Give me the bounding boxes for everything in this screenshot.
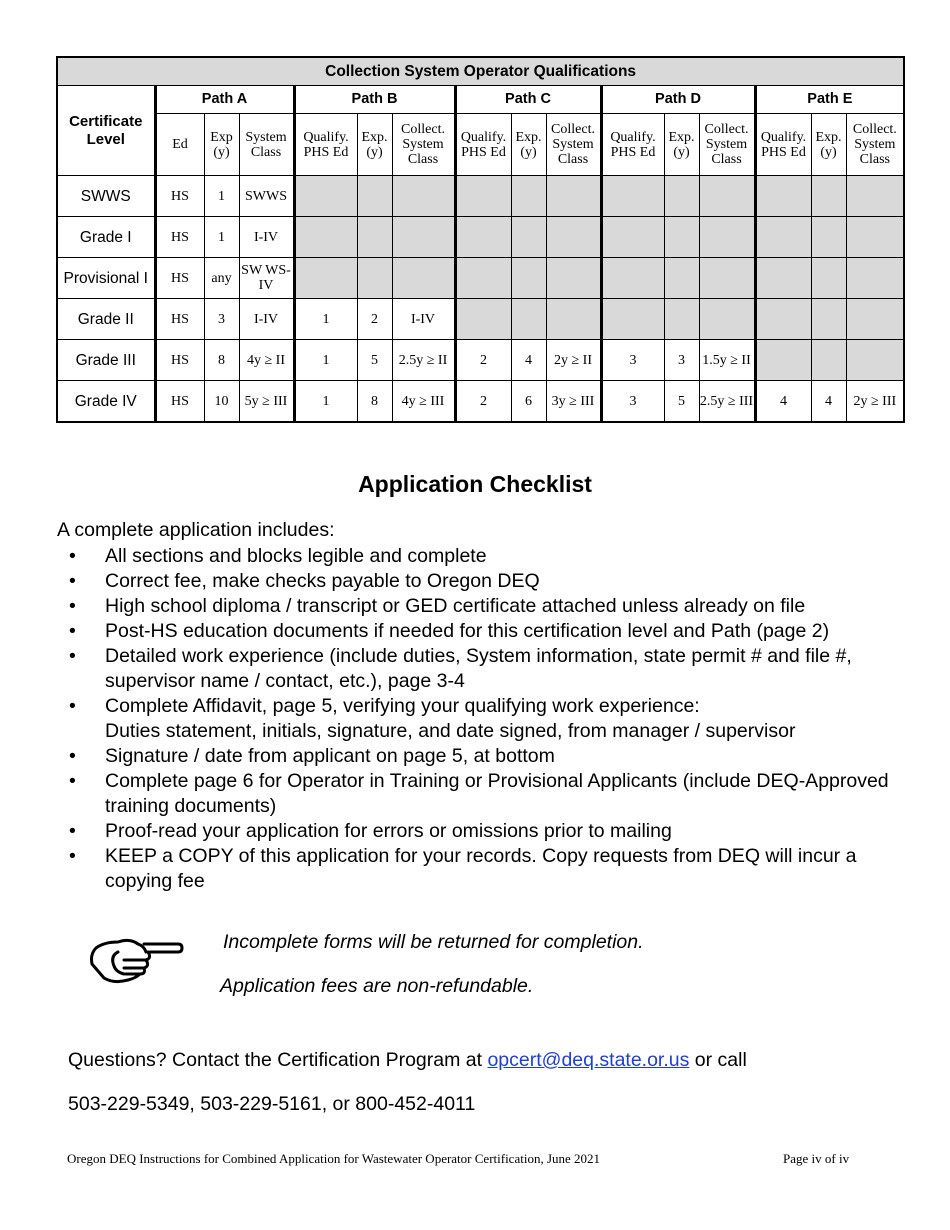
- path-b-value-cell: 2.5y ≥ II: [392, 340, 455, 381]
- empty-cell: [811, 340, 846, 381]
- empty-cell: [811, 299, 846, 340]
- empty-cell: [811, 217, 846, 258]
- contact-line: [68, 1049, 747, 1072]
- bullet-icon: •: [69, 820, 76, 842]
- checklist-item: [57, 769, 907, 819]
- empty-cell: [755, 299, 811, 340]
- path-a-value-cell: HS: [155, 299, 204, 340]
- empty-cell: [664, 176, 699, 217]
- empty-cell: [511, 217, 546, 258]
- empty-cell: [755, 340, 811, 381]
- path-a-value-cell: 3: [204, 299, 239, 340]
- empty-cell: [294, 217, 357, 258]
- path-e-value-cell: 4: [811, 381, 846, 423]
- path-a-value-cell: 1: [204, 217, 239, 258]
- path-a-value-cell: HS: [155, 176, 204, 217]
- empty-cell: [755, 258, 811, 299]
- path-a-value-cell: 4y ≥ II: [239, 340, 294, 381]
- path-a-value-cell: SWWS: [239, 176, 294, 217]
- table-title: Collection System Operator Qualifications: [57, 57, 904, 86]
- path-c-col-header: Collect. System Class: [546, 114, 601, 176]
- bullet-icon: •: [69, 595, 76, 617]
- empty-cell: [511, 258, 546, 299]
- empty-cell: [455, 176, 511, 217]
- certificate-level-cell: SWWS: [57, 176, 155, 217]
- column-subheader-row: [57, 114, 904, 176]
- contact-suffix: or call: [689, 1049, 747, 1071]
- checklist-item: [57, 819, 907, 844]
- empty-cell: [357, 258, 392, 299]
- path-a-col-header: Exp (y): [204, 114, 239, 176]
- path-b-col-header: Exp. (y): [357, 114, 392, 176]
- checklist-item-text: High school diploma / transcript or GED certificate attached unless already on file: [105, 595, 806, 617]
- empty-cell: [455, 258, 511, 299]
- path-a-value-cell: HS: [155, 258, 204, 299]
- path-e-value-cell: 4: [755, 381, 811, 423]
- empty-cell: [357, 217, 392, 258]
- empty-cell: [699, 176, 755, 217]
- bullet-icon: •: [69, 845, 76, 867]
- path-b-col-header: Collect. System Class: [392, 114, 455, 176]
- empty-cell: [755, 176, 811, 217]
- certificate-level-cell: Grade I: [57, 217, 155, 258]
- path-c-header: Path C: [455, 86, 601, 114]
- bullet-icon: •: [69, 645, 76, 667]
- checklist-item: [57, 544, 907, 569]
- empty-cell: [546, 217, 601, 258]
- empty-cell: [455, 217, 511, 258]
- path-a-value-cell: HS: [155, 340, 204, 381]
- empty-cell: [846, 299, 904, 340]
- path-b-header: Path B: [294, 86, 455, 114]
- empty-cell: [601, 176, 664, 217]
- checklist-item-text: All sections and blocks legible and complete: [105, 545, 487, 567]
- path-c-value-cell: 4: [511, 340, 546, 381]
- path-a-value-cell: 5y ≥ III: [239, 381, 294, 423]
- checklist-item-text: Proof-read your application for errors or omissions prior to mailing: [105, 820, 672, 842]
- checklist-item-text: Complete page 6 for Operator in Training or Provisional Applicants (include DEQ-Approved training documents): [105, 770, 889, 817]
- pointing-hand-icon: [88, 934, 184, 986]
- table-row: [57, 176, 904, 217]
- path-a-col-header: System Class: [239, 114, 294, 176]
- path-c-col-header: Qualify. PHS Ed: [455, 114, 511, 176]
- empty-cell: [455, 299, 511, 340]
- checklist-item-text: Complete Affidavit, page 5, verifying your qualifying work experience: Duties statement, initials, signature, and date signed, from manager / supervisor: [105, 695, 796, 742]
- bullet-icon: •: [69, 695, 76, 717]
- empty-cell: [546, 176, 601, 217]
- certificate-level-cell: Grade III: [57, 340, 155, 381]
- empty-cell: [357, 176, 392, 217]
- path-b-value-cell: I-IV: [392, 299, 455, 340]
- path-d-value-cell: 1.5y ≥ II: [699, 340, 755, 381]
- path-d-col-header: Qualify. PHS Ed: [601, 114, 664, 176]
- empty-cell: [846, 176, 904, 217]
- contact-prefix: Questions? Contact the Certification Program at: [68, 1049, 488, 1071]
- bullet-icon: •: [69, 745, 76, 767]
- path-a-header: Path A: [155, 86, 294, 114]
- path-a-value-cell: HS: [155, 217, 204, 258]
- incomplete-forms-notice: Incomplete forms will be returned for completion.: [223, 931, 644, 953]
- checklist-item: [57, 569, 907, 594]
- path-a-value-cell: 8: [204, 340, 239, 381]
- footer-document-title: Oregon DEQ Instructions for Combined Application for Wastewater Operator Certification, June 2021: [67, 1151, 601, 1166]
- checklist-item: [57, 594, 907, 619]
- empty-cell: [664, 258, 699, 299]
- empty-cell: [811, 176, 846, 217]
- path-b-value-cell: 1: [294, 340, 357, 381]
- empty-cell: [846, 217, 904, 258]
- table-row: [57, 340, 904, 381]
- path-d-value-cell: 2.5y ≥ III: [699, 381, 755, 423]
- empty-cell: [546, 299, 601, 340]
- path-d-value-cell: 3: [664, 340, 699, 381]
- path-a-value-cell: SW WS-IV: [239, 258, 294, 299]
- table-row: [57, 217, 904, 258]
- checklist-item: [57, 744, 907, 769]
- checklist-item: [57, 619, 907, 644]
- empty-cell: [392, 217, 455, 258]
- checklist-item-text: Signature / date from applicant on page 5, at bottom: [105, 745, 555, 767]
- path-b-value-cell: 1: [294, 299, 357, 340]
- path-e-col-header: Exp. (y): [811, 114, 846, 176]
- path-d-header: Path D: [601, 86, 755, 114]
- path-b-value-cell: 1: [294, 381, 357, 423]
- certificate-level-cell: Grade II: [57, 299, 155, 340]
- bullet-icon: •: [69, 620, 76, 642]
- path-c-col-header: Exp. (y): [511, 114, 546, 176]
- checklist-item: [57, 844, 907, 894]
- empty-cell: [294, 258, 357, 299]
- path-a-value-cell: any: [204, 258, 239, 299]
- path-d-value-cell: 3: [601, 381, 664, 423]
- empty-cell: [601, 217, 664, 258]
- checklist-item-text: KEEP a COPY of this application for your records. Copy requests from DEQ will incur a copying fee: [105, 845, 857, 892]
- empty-cell: [511, 299, 546, 340]
- empty-cell: [511, 176, 546, 217]
- fees-notice: Application fees are non-refundable.: [220, 975, 534, 997]
- path-e-header: Path E: [755, 86, 904, 114]
- empty-cell: [699, 258, 755, 299]
- table-row: [57, 258, 904, 299]
- empty-cell: [392, 258, 455, 299]
- empty-cell: [664, 217, 699, 258]
- checklist-item-text: Detailed work experience (include duties, System information, state permit # and file #, supervisor name / contact, etc.), page 3-4: [105, 645, 852, 692]
- path-a-value-cell: 10: [204, 381, 239, 423]
- empty-cell: [546, 258, 601, 299]
- checklist: [57, 544, 907, 894]
- path-c-value-cell: 2: [455, 340, 511, 381]
- path-b-value-cell: 4y ≥ III: [392, 381, 455, 423]
- page-number: Page iv of iv: [783, 1151, 850, 1166]
- certificate-level-cell: Provisional I: [57, 258, 155, 299]
- empty-cell: [811, 258, 846, 299]
- path-a-value-cell: 1: [204, 176, 239, 217]
- bullet-icon: •: [69, 770, 76, 792]
- checklist-item: [57, 644, 907, 694]
- empty-cell: [699, 299, 755, 340]
- empty-cell: [601, 258, 664, 299]
- path-d-value-cell: 3: [601, 340, 664, 381]
- empty-cell: [846, 340, 904, 381]
- checklist-item-text: Correct fee, make checks payable to Oregon DEQ: [105, 570, 540, 592]
- path-c-value-cell: 6: [511, 381, 546, 423]
- phone-numbers: 503-229-5349, 503-229-5161, or 800-452-4011: [68, 1093, 476, 1115]
- path-b-value-cell: 5: [357, 340, 392, 381]
- bullet-icon: •: [69, 545, 76, 567]
- path-d-col-header: Exp. (y): [664, 114, 699, 176]
- certificate-level-cell: Grade IV: [57, 381, 155, 423]
- checklist-intro: A complete application includes:: [57, 519, 335, 541]
- path-a-col-header: Ed: [155, 114, 204, 176]
- path-d-value-cell: 5: [664, 381, 699, 423]
- empty-cell: [664, 299, 699, 340]
- path-b-value-cell: 8: [357, 381, 392, 423]
- bullet-icon: •: [69, 570, 76, 592]
- path-d-col-header: Collect. System Class: [699, 114, 755, 176]
- path-b-col-header: Qualify. PHS Ed: [294, 114, 357, 176]
- checklist-title: Application Checklist: [358, 471, 592, 497]
- path-e-col-header: Collect. System Class: [846, 114, 904, 176]
- table-row: [57, 381, 904, 423]
- checklist-item: [57, 694, 907, 744]
- qualifications-table: [56, 56, 905, 423]
- table-row: [57, 299, 904, 340]
- empty-cell: [601, 299, 664, 340]
- path-b-value-cell: 2: [357, 299, 392, 340]
- path-a-value-cell: HS: [155, 381, 204, 423]
- empty-cell: [392, 176, 455, 217]
- empty-cell: [755, 217, 811, 258]
- path-c-value-cell: 2y ≥ II: [546, 340, 601, 381]
- email-link[interactable]: opcert@deq.state.or.us: [487, 1049, 690, 1071]
- empty-cell: [294, 176, 357, 217]
- empty-cell: [699, 217, 755, 258]
- path-c-value-cell: 3y ≥ III: [546, 381, 601, 423]
- path-a-value-cell: I-IV: [239, 299, 294, 340]
- certificate-level-header: Certificate Level: [57, 86, 155, 176]
- checklist-item-text: Post-HS education documents if needed for this certification level and Path (page 2): [105, 620, 830, 642]
- path-e-value-cell: 2y ≥ III: [846, 381, 904, 423]
- path-a-value-cell: I-IV: [239, 217, 294, 258]
- empty-cell: [846, 258, 904, 299]
- path-e-col-header: Qualify. PHS Ed: [755, 114, 811, 176]
- path-c-value-cell: 2: [455, 381, 511, 423]
